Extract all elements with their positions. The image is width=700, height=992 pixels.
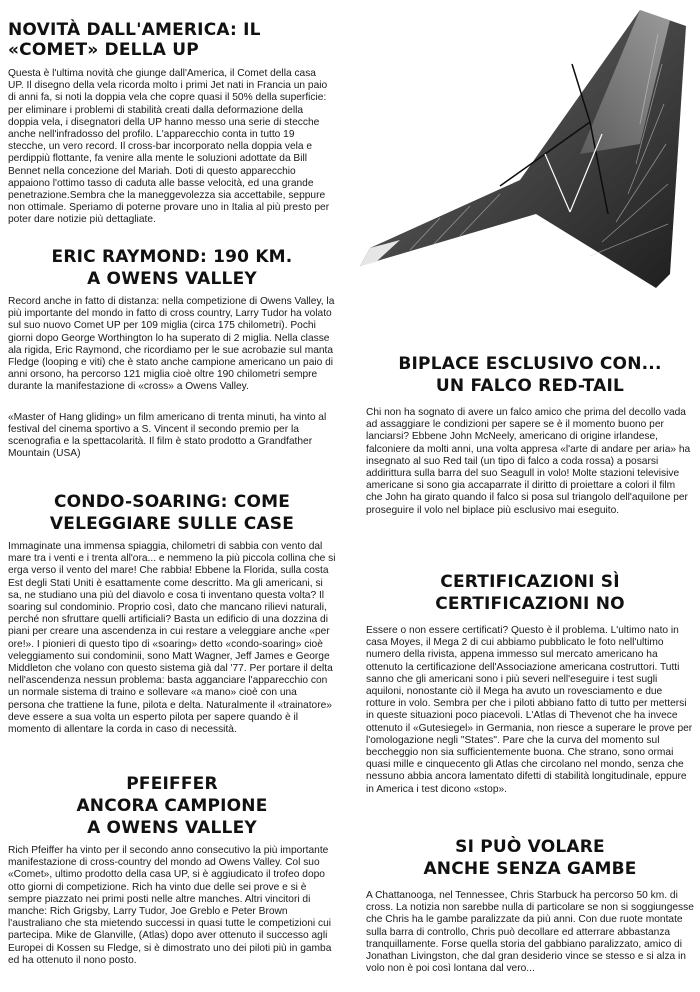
article-raymond-body: Record anche in fatto di distanza: nella competizione di Owens Valley, la più importante del mondo in fatto di cross country, Larry Tudor ha volato sul suo nuovo Comet UP per 109 miglia (circa 175 chilometri). Pochi giorni dopo George Worthington lo ha superato di 2 miglia. Nella classe ala rigida, Eric Raymond, che ricordiamo per le sue acrobazie sul manta Fledge (looping e viti) che è stato anche campione americano un paio di anni orsono, ha percorso 121 miglia cioè oltre 190 chilometri sempre durante la manifestazione di «cross» a Owens Valley. xyxy=(8,296,335,393)
article-raymond xyxy=(8,246,336,460)
article-condo-title: CONDO-SOARING: COME VELEGGIARE SULLE CASE xyxy=(49,492,295,534)
comet-glider-photo xyxy=(340,4,696,296)
article-certificazioni xyxy=(366,571,694,796)
article-falco-body: Chi non ha sognato di avere un falco amico che prima del decollo vada ad assaggiare le condizioni per sapere se è il momento buono per lanciarsi? Ebbene John McNeely, americano di origine irlandese, falconiere da molti anni, una volta appresa «l'arte di andare per aria» ha insegnato al suo Red tail (un tipo di falco a coda rossa) a posarsi addirittura sulla barra del suo Seagull in volo! Molte stazioni televisive americane si sono gia accaparrate il diritto di proiettare a colori il film che John ha girato quando il falco si posa sul triangolo dell'aquilone per proseguire il volo nel biplace più esclusivo mai eseguito. xyxy=(366,407,691,516)
article-certificazioni-title: CERTIFICAZIONI SÌ CERTIFICAZIONI NO xyxy=(435,572,625,614)
article-condo-body: Immaginate una immensa spiaggia, chilometri di sabbia con vento dal mare tra i venti e i trenta all'ora... e nemmeno la più piccola collina che si erga verso il vento del mare! Che rabbia! Ebbene la Florida, sulla costa Est degli Stati Uniti è esattamente come descritto. Ma gli americani, si sa, ne studiano una più del diavolo e cosa ti inventano questa volta? Il soaring sul condominio. Proprio così, dato che mancano rilievi naturali, perché non sfruttare quelli artificiali? Basta un edificio di una dozzina di piani per creare una ascendenza in cui restare a veleggiare anche «per ore!». I pionieri di questo tipo di «soaring» detto «condo-soaring» cioè veleggiamento sui condominii, sono Matt Wagner, Jeff James e George Middleton che volano con questo sistema già dal '77. Per portare il delta nell'ascendenza nessun problema: basta agganciare l'apparecchio con un normale sistema di traino e sollevare «a mano» cioè con una persona che trattiene la fune, pilota e delta. Naturalmente il «trainatore» deve essere a sua volta un esperto pilota per sapere quando è il momento di allentare la corda in caso di necessità. xyxy=(8,541,336,736)
article-pfeiffer-body: Rich Pfeiffer ha vinto per il secondo anno consecutivo la più importante manifestazione di cross-country del mondo ad Owens Valley. Col suo «Comet», ultimo prodotto della casa UP, si è aggiudicato il trofeo dopo otto giorni di competizione. Rich ha vinto due delle sei prove e si è sempre piazzato nei primi posti nelle altre manches. Altri vincitori di manche: Rich Grigsby, Larry Tudor, Joe Greblo e Peter Brown l'australiano che sta mietendo successi in quasi tutte le competizioni cui partecipa. Mike de Glanville, (Atlas) dopo aver ottenuto il successo agli Europei di Kossen su Fledge, si è dimostrato uno dei piloti più in gamba ed ha ottenuto il nono posto. xyxy=(8,845,332,966)
article-comet-title: NOVITÀ DALL'AMERICA: IL «COMET» DELLA UP xyxy=(8,20,261,60)
article-senza-gambe xyxy=(366,836,694,975)
article-senza-gambe-title: SI PUÒ VOLARE ANCHE SENZA GAMBE xyxy=(423,837,637,879)
article-condo xyxy=(8,491,336,736)
article-pfeiffer-title: PFEIFFER ANCORA CAMPIONE A OWENS VALLEY xyxy=(76,774,268,838)
article-comet xyxy=(8,20,336,227)
article-senza-gambe-body: A Chattanooga, nel Tennessee, Chris Starbuck ha percorso 50 km. di cross. La notizia non sarebbe nulla di particolare se non si soggiungesse che Chris ha le gambe paralizzate da più anni. Con due ruote montate sulla barra di controllo, Chris può decollare ed atterrare abbastanza tranquillamente. Forse quella storia del gabbiano paralizzato, amico di Jonathan Livingston, che dal gran desiderio vince se stesso e si alza in volo non è poi così lontana dal vero... xyxy=(366,890,694,975)
article-falco-title: BIPLACE ESCLUSIVO CON... UN FALCO RED-TAIL xyxy=(398,354,662,396)
article-raymond-extra: «Master of Hang gliding» un film americano di trenta minuti, ha vinto al festival del cinema sportivo a S. Vincent il secondo premio per la scenografia e la spettacolarità. Il film è stato prodotto a Grandfather Mountain (USA) xyxy=(8,411,327,460)
article-falco xyxy=(366,353,694,517)
article-certificazioni-body: Essere o non essere certificati? Questo è il problema. L'ultimo nato in casa Moyes, il Mega 2 di cui abbiamo pubblicato le foto nell'ultimo numero della rivista, appena immesso sul mercato americano ha ottenuto la certificazione dell'Associazione americana costruttori. Tutti sanno che gli americani sono i più severi nell'eseguire i test sugli aquiloni, nonostante ciò il Mega ha avuto un rovesciamento e due rotture in volo. Sembra per che i piloti abbiano fatto di tutto per mettersi in queste situazioni poco piacevoli. L'Atlas di Thevenot che ha invece ottenuto il «Gutesiegel» in Germania, non riesce a superare le prove per l'omologazione negli "States". Pare che la curva del momento sul beccheggio non sia sufficientemente buona. Che strano, sono ormai quasi mille e cinquecento gli Atlas che circolano nel mondo, senza che nessuno abbia ancora lamentato difetti di stabilità longitudinale, eppure in America i test dicono «stop». xyxy=(366,625,693,795)
article-raymond-title: ERIC RAYMOND: 190 KM. A OWENS VALLEY xyxy=(51,247,293,289)
article-pfeiffer xyxy=(8,773,336,967)
article-comet-body: Questa è l'ultima novità che giunge dall'America, il Comet della casa UP. Il disegno della vela ricorda molto i primi Jet nati in Francia un paio di anni fa, si noti la doppia vela che copre quasi il 50% della superficie: per eliminare i problemi di stabilità creati dalla deformazione della doppia vela, i disegnatori della UP hanno messo una serie di stecche anche nell'infradosso del profilo. L'apparecchio conta in tutto 19 stecche, un vero record. Il cross-bar incorporato nella doppia vela e perdippiù flottante, fa venire alla mente le soluzioni adottate da Bill Bennet nella concezione del Mariah. Doti di questo apparecchio appaiono l'ottimo tasso di caduta alle basse velocità, ed una grande penetrazione.Sembra che la maneggevolezza sia accettabile, seppure non ottimale. Speriamo di poterne provare uno in Italia al più presto per poter dare notizie più dettagliate. xyxy=(8,68,330,226)
